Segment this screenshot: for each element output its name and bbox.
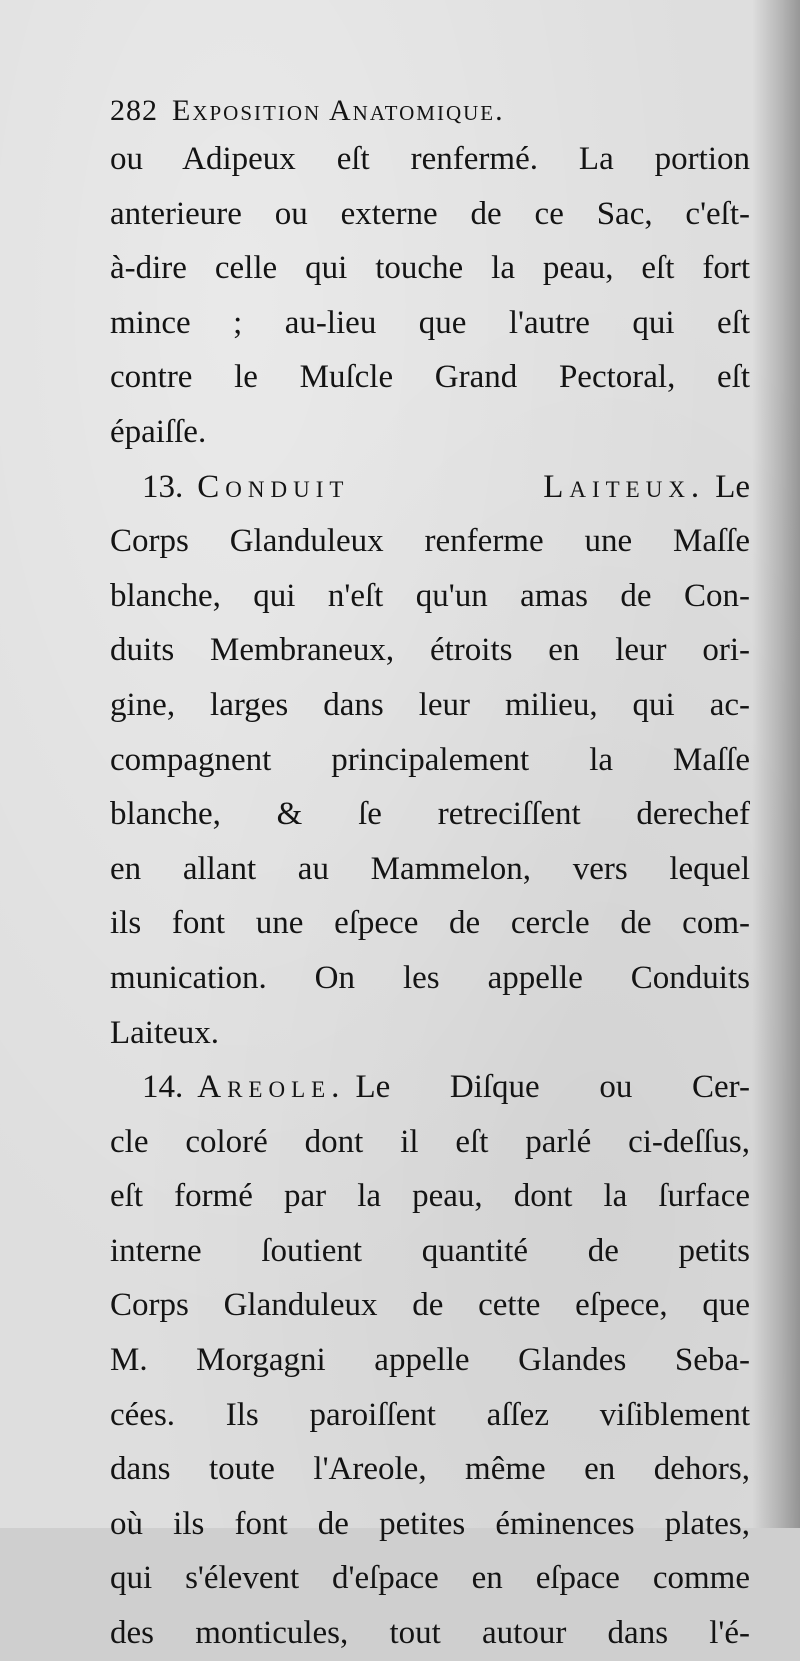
text-line: munication. On les appelle Conduits (110, 959, 750, 996)
text-block (110, 92, 750, 1661)
text-line: cle coloré dont il eſt parlé ci-deſſus, (110, 1123, 750, 1160)
text-line: cées. Ils paroiſſent aſſez viſiblement (110, 1396, 750, 1433)
text-line: Corps Glanduleux renferme une Maſſe (110, 523, 750, 560)
page-edge-shadow (752, 0, 800, 1528)
text-line: Laiteux. (110, 1014, 220, 1051)
text-line: M. Morgagni appelle Glandes Seba- (110, 1342, 750, 1379)
text-line: des monticules, tout autour dans l'é- (110, 1615, 750, 1652)
text-line: compagnent principalement la Maſſe (110, 741, 750, 778)
text-line: blanche, & ſe retreciſſent derechef (110, 796, 750, 833)
text-line: blanche, qui n'eſt qu'un amas de Con- (110, 577, 750, 614)
section-number: 14. (142, 1069, 184, 1106)
section-heading-line: 14. Areole. Le Diſque ou Cer- (142, 1069, 750, 1106)
section-number: 13. (142, 468, 184, 505)
text-line: épaiſſe. (110, 413, 207, 450)
text-line: dans toute l'Areole, même en dehors, (110, 1451, 750, 1488)
text-line: à-dire celle qui touche la peau, eſt fort (110, 250, 750, 287)
text-line: Corps Glanduleux de cette eſpece, que (110, 1287, 750, 1324)
section-title: Conduit Laiteux. (197, 468, 706, 505)
text-line: ou Adipeux eſt renfermé. La portion (110, 141, 750, 177)
text-line: en allant au Mammelon, vers lequel (110, 850, 750, 887)
section-heading-line: 13. Conduit Laiteux. Le (142, 468, 750, 505)
section-title: Areole. (197, 1069, 346, 1106)
text-line: mince ; au-lieu que l'autre qui eſt (110, 304, 750, 341)
text-line: où ils font de petites éminences plates, (110, 1505, 750, 1542)
text-line: qui s'élevent d'eſpace en eſpace comme (110, 1560, 750, 1597)
text-line: gine, larges dans leur milieu, qui ac- (110, 686, 750, 723)
text-line: anterieure ou externe de ce Sac, c'eſt- (110, 195, 750, 232)
text-line: duits Membraneux, étroits en leur ori- (110, 632, 750, 669)
text-line: ils font une eſpece de cercle de com- (110, 905, 750, 942)
running-head-title: Exposition Anatomique. (172, 94, 505, 127)
text-line: contre le Muſcle Grand Pectoral, eſt (110, 359, 750, 396)
running-head (110, 92, 750, 132)
text-line: eſt formé par la peau, dont la ſurface (110, 1178, 750, 1215)
text-line: interne ſoutient quantité de petits (110, 1232, 750, 1269)
page-number: 282 (110, 94, 158, 127)
